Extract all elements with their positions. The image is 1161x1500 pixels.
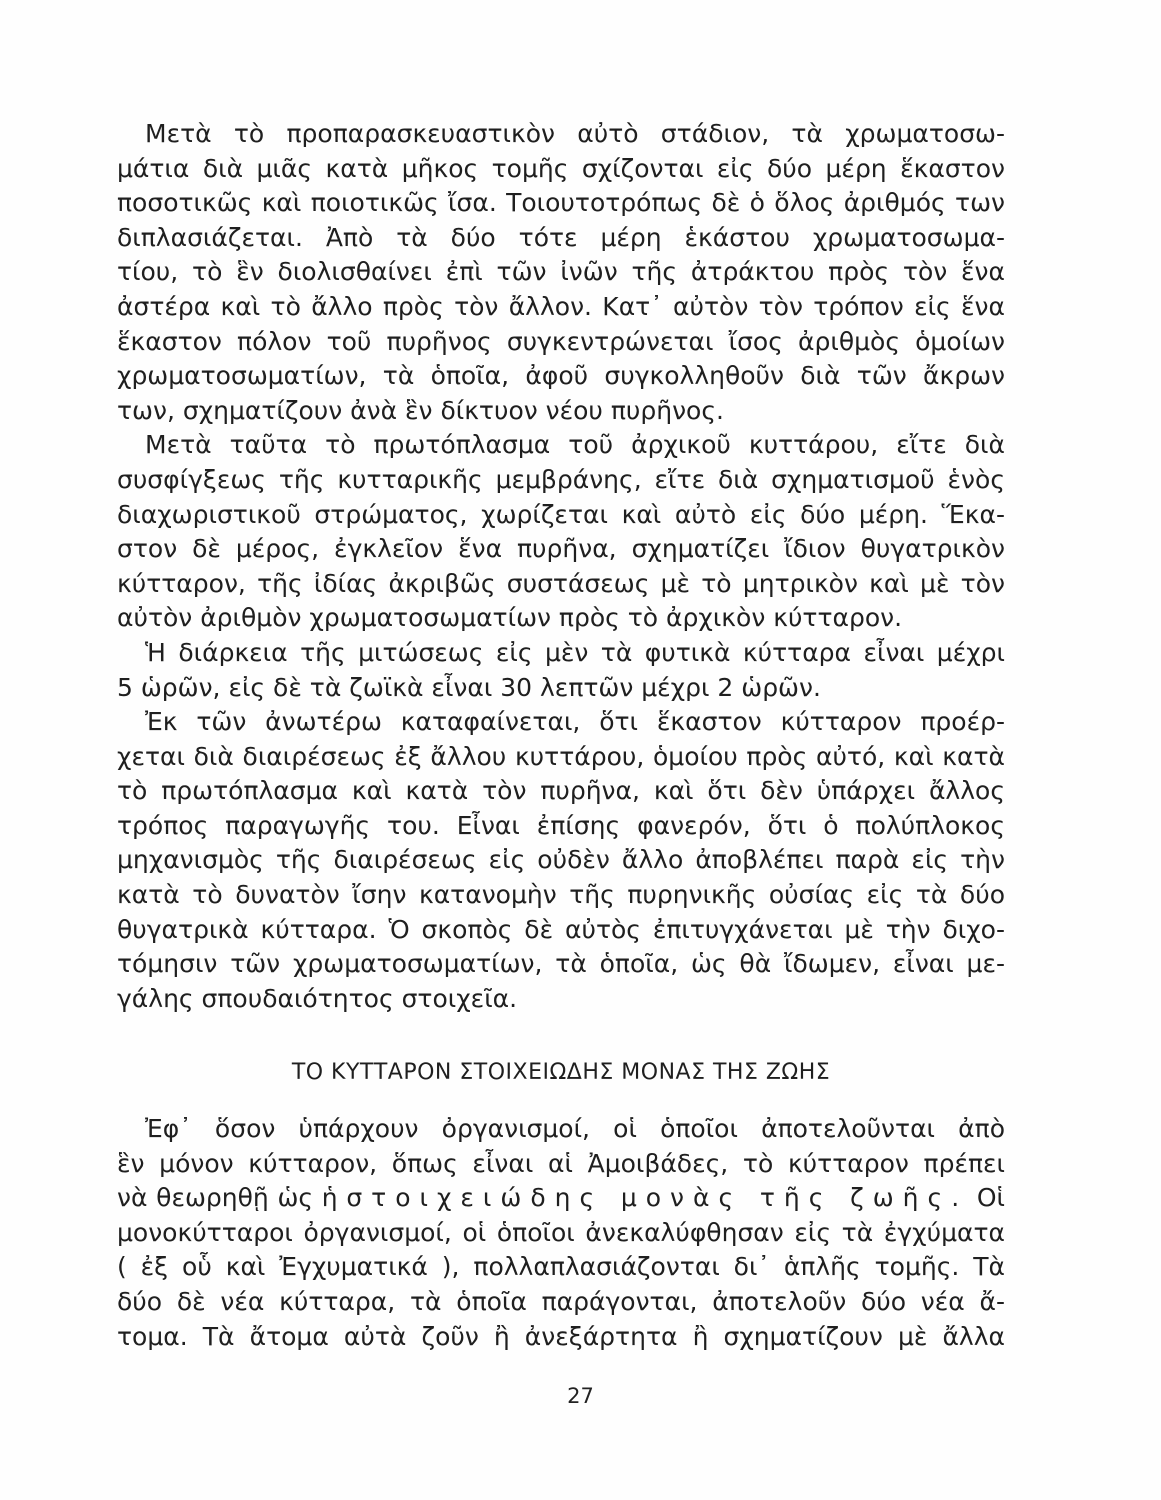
text-line: χεται διὰ διαιρέσεως ἐξ ἄλλου κυττάρου, ὁμοίου πρὸς αὐτό, καὶ κατὰ [117, 741, 1005, 771]
text-line: ποσοτικῶς καὶ ποιοτικῶς ἴσα. Τοιουτοτρόπως δὲ ὁ ὅλος ἀριθμός των [117, 188, 1005, 218]
text-line: κατὰ τὸ δυνατὸν ἴσην κατανομὴν τῆς πυρηνικῆς οὐσίας εἰς τὰ δύο [117, 880, 1005, 910]
text-line: χρωματοσωματίων, τὰ ὁποῖα, ἀφοῦ συγκολληθοῦν διὰ τῶν ἄκρων [117, 361, 1005, 391]
text-line: τίου, τὸ ἓν διολισθαίνει ἐπὶ τῶν ἰνῶν τῆς ἀτράκτου πρὸς τὸν ἕνα [117, 257, 1005, 287]
text-segment: Οἱ [976, 1183, 1005, 1213]
text-line: στον δὲ μέρος, ἐγκλεῖον ἕνα πυρῆνα, σχηματίζει ἴδιον θυγατρικὸν [117, 534, 1005, 564]
text-line: θυγατρικὰ κύτταρα. Ὁ σκοπὸς δὲ αὐτὸς ἐπιτυγχάνεται μὲ τὴν διχο- [117, 914, 1005, 944]
text-line: ἓν μόνον κύτταρον, ὅπως εἶναι αἱ Ἀμοιβάδες, τὸ κύτταρον πρέπει [117, 1148, 1005, 1178]
text-line [117, 1181, 1005, 1216]
text-line: διαχωριστικοῦ στρώματος, χωρίζεται καὶ αὐτὸ εἰς δύο μέρη. Ἕκα- [117, 499, 1005, 529]
text-line: αὐτὸν ἀριθμὸν χρωματοσωματίων πρὸς τὸ ἀρχικὸν κύτταρον. [117, 603, 903, 633]
text-line: 5 ὡρῶν, εἰς δὲ τὰ ζωϊκὰ εἶναι 30 λεπτῶν μέχρι 2 ὡρῶν. [117, 672, 821, 702]
text-line: Ἐφ᾽ ὅσον ὑπάρχουν ὀργανισμοί, οἱ ὁποῖοι ἀποτελοῦνται ἀπὸ [145, 1114, 1005, 1143]
text-line: των, σχηματίζουν ἀνὰ ἓν δίκτυον νέου πυρῆνος. [117, 395, 724, 425]
text-segment: νὰ θεωρηθῇ ὡς ἡ [117, 1183, 338, 1213]
text-line: δύο δὲ νέα κύτταρα, τὰ ὁποῖα παράγονται, ἀποτελοῦν δύο νέα ἄ- [117, 1286, 1005, 1316]
text-line: τόμησιν τῶν χρωματοσωματίων, τὰ ὁποῖα, ὡς θὰ ἴδωμεν, εἶναι με- [117, 949, 1005, 979]
text-line: τρόπος παραγωγῆς του. Εἶναι ἐπίσης φανερόν, ὅτι ὁ πολύπλοκος [117, 810, 1005, 840]
text-line: τὸ πρωτόπλασμα καὶ κατὰ τὸν πυρῆνα, καὶ ὅτι δὲν ὑπάρχει ἄλλος [117, 776, 1005, 806]
body-text-top [117, 117, 1005, 1016]
text-line: κύτταρον, τῆς ἰδίας ἀκριβῶς συστάσεως μὲ τὸ μητρικὸν καὶ μὲ τὸν [117, 568, 1005, 598]
text-line: μάτια διὰ μιᾶς κατὰ μῆκος τομῆς σχίζονται εἰς δύο μέρη ἕκαστον [117, 153, 1005, 183]
text-line: τομα. Τὰ ἄτομα αὐτὰ ζοῦν ἢ ἀνεξάρτητα ἢ σχηματίζουν μὲ ἄλλα [117, 1321, 1005, 1351]
section-heading: ΤΟ ΚΥΤΤΑΡΟΝ ΣΤΟΙΧΕΙΩΔΗΣ ΜΟΝΑΣ ΤΗΣ ΖΩΗΣ [291, 1060, 831, 1085]
text-line: διπλασιάζεται. Ἀπὸ τὰ δύο τότε μέρη ἑκάστου χρωματοσωμα- [117, 222, 1005, 252]
text-line: ( ἐξ οὗ καὶ Ἐγχυματικά ), πολλαπλασιάζονται δι᾽ ἁπλῆς τομῆς. Τὰ [117, 1252, 1005, 1282]
text-line: γάλης σπουδαιότητος στοιχεῖα. [117, 983, 518, 1013]
text-line: Μετὰ ταῦτα τὸ πρωτόπλασμα τοῦ ἀρχικοῦ κυττάρου, εἴτε διὰ [145, 430, 1005, 460]
body-text-bottom [117, 1112, 1005, 1354]
text-line: Ἡ διάρκεια τῆς μιτώσεως εἰς μὲν τὰ φυτικὰ κύτταρα εἶναι μέχρι [145, 637, 1005, 667]
text-line: Ἐκ τῶν ἀνωτέρω καταφαίνεται, ὅτι ἕκαστον κύτταρον προέρ- [145, 707, 1005, 737]
text-line: συσφίγξεως τῆς κυτταρικῆς μεμβράνης, εἴτε διὰ σχηματισμοῦ ἑνὸς [117, 464, 1005, 494]
page-number: 27 [567, 1384, 594, 1408]
emphasized-text: στοιχειώδης μονὰς τῆς ζωῆς. [346, 1183, 969, 1213]
text-line: ἀστέρα καὶ τὸ ἄλλο πρὸς τὸν ἄλλον. Κατ᾽ αὐτὸν τὸν τρόπον εἰς ἕνα [117, 291, 1005, 321]
text-line: ἕκαστον πόλον τοῦ πυρῆνος συγκεντρώνεται ἴσος ἀριθμὸς ὁμοίων [117, 326, 1005, 356]
text-line: μηχανισμὸς τῆς διαιρέσεως εἰς οὐδὲν ἄλλο ἀποβλέπει παρὰ εἰς τὴν [117, 845, 1005, 875]
text-line: μονοκύτταροι ὀργανισμοί, οἱ ὁποῖοι ἀνεκαλύφθησαν εἰς τὰ ἐγχύματα [117, 1217, 1005, 1247]
text-line: Μετὰ τὸ προπαρασκευαστικὸν αὐτὸ στάδιον, τὰ χρωματοσω- [145, 119, 1005, 148]
